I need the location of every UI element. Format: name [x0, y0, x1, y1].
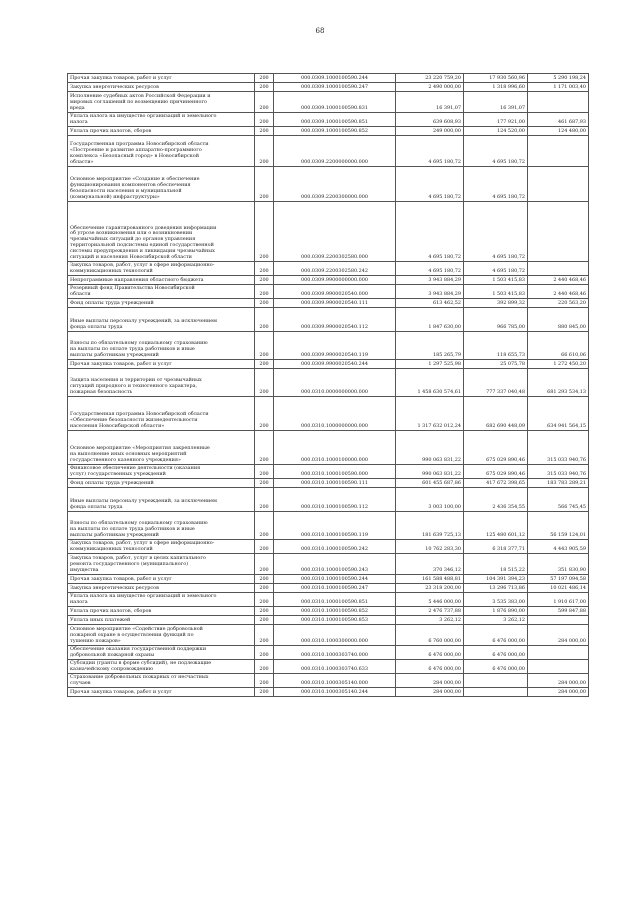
- row-code-cell: 200: [255, 593, 274, 607]
- row-approved-amount-cell: 1 297 525,98: [396, 360, 464, 369]
- row-code-cell: 200: [255, 360, 274, 369]
- row-unexecuted-amount-cell: [528, 136, 589, 167]
- row-classification-code-cell: 000.0310.1000100000.000: [274, 431, 396, 465]
- table-row: [68, 479, 589, 488]
- row-classification-code-cell: 000.0310.1000100590.242: [274, 540, 396, 554]
- table-row: [68, 202, 589, 262]
- row-executed-amount-cell: 6 476 000,00: [464, 660, 528, 674]
- row-unexecuted-amount-cell: 1 910 617,00: [528, 593, 589, 607]
- row-unexecuted-amount-cell: 124 480,00: [528, 127, 589, 136]
- row-executed-amount-cell: 3 535 383,00: [464, 593, 528, 607]
- row-unexecuted-amount-cell: 880 845,00: [528, 308, 589, 332]
- table-row: [68, 127, 589, 136]
- row-classification-code-cell: 000.0310.1000305140.244: [274, 688, 396, 697]
- row-approved-amount-cell: 3 003 100,00: [396, 488, 464, 512]
- row-executed-amount-cell: 1 318 996,60: [464, 83, 528, 92]
- row-code-cell: 200: [255, 74, 274, 83]
- row-approved-amount-cell: 23 318 200,00: [396, 584, 464, 593]
- row-approved-amount-cell: 3 943 884,29: [396, 285, 464, 299]
- row-classification-code-cell: 000.0310.1000100590.247: [274, 584, 396, 593]
- row-approved-amount-cell: 639 608,93: [396, 113, 464, 127]
- row-name-cell: Закупка товаров, работ, услуг в сфере информационно- коммуникационных технологий: [68, 540, 255, 554]
- row-code-cell: 200: [255, 575, 274, 584]
- row-approved-amount-cell: 5 446 000,00: [396, 593, 464, 607]
- row-code-cell: 200: [255, 167, 274, 202]
- row-executed-amount-cell: 118 655,73: [464, 332, 528, 360]
- table-row: [68, 136, 589, 167]
- row-code-cell: 200: [255, 660, 274, 674]
- row-classification-code-cell: 000.0310.1000100590.851: [274, 593, 396, 607]
- row-executed-amount-cell: 1 503 415,83: [464, 276, 528, 285]
- table-row: [68, 584, 589, 593]
- row-executed-amount-cell: 4 695 180,72: [464, 202, 528, 262]
- row-unexecuted-amount-cell: [528, 167, 589, 202]
- row-name-cell: Субсидии (гранты в форме субсидий), не подлежащие казначейскому сопровождению: [68, 660, 255, 674]
- row-executed-amount-cell: 2 436 354,55: [464, 488, 528, 512]
- row-code-cell: 200: [255, 332, 274, 360]
- row-code-cell: 200: [255, 540, 274, 554]
- table-body: [68, 74, 589, 697]
- row-executed-amount-cell: 177 921,00: [464, 113, 528, 127]
- row-approved-amount-cell: 1 317 632 012,24: [396, 397, 464, 431]
- row-classification-code-cell: 000.0309.1000100590.244: [274, 74, 396, 83]
- row-executed-amount-cell: 125 480 601,12: [464, 512, 528, 540]
- row-executed-amount-cell: 1 876 890,00: [464, 607, 528, 616]
- row-approved-amount-cell: 601 455 687,86: [396, 479, 464, 488]
- row-name-cell: Основное мероприятие «Мероприятия закрепленные на выполнение иных основных мероприятий государственного казенного учреждения»: [68, 431, 255, 465]
- row-unexecuted-amount-cell: 220 563,20: [528, 299, 589, 308]
- row-unexecuted-amount-cell: 681 293 534,13: [528, 369, 589, 397]
- row-executed-amount-cell: [464, 688, 528, 697]
- table-row: [68, 83, 589, 92]
- table-row: [68, 625, 589, 646]
- row-code-cell: 200: [255, 397, 274, 431]
- row-unexecuted-amount-cell: [528, 646, 589, 660]
- row-approved-amount-cell: 6 476 000,00: [396, 646, 464, 660]
- table-row: [68, 92, 589, 113]
- row-unexecuted-amount-cell: 284 000,00: [528, 625, 589, 646]
- row-classification-code-cell: 000.0309.1000100590.831: [274, 92, 396, 113]
- row-unexecuted-amount-cell: 566 745,45: [528, 488, 589, 512]
- row-code-cell: 200: [255, 488, 274, 512]
- row-unexecuted-amount-cell: 351 830,90: [528, 554, 589, 575]
- row-unexecuted-amount-cell: [528, 660, 589, 674]
- row-unexecuted-amount-cell: [528, 92, 589, 113]
- row-name-cell: Основное мероприятие «Содействие добровольной пожарной охране в осуществлении функций по тушению пожаров»: [68, 625, 255, 646]
- row-unexecuted-amount-cell: 315 033 940,76: [528, 465, 589, 479]
- row-classification-code-cell: 000.0310.1000100590.853: [274, 616, 396, 625]
- row-classification-code-cell: 000.0310.1000300000.000: [274, 625, 396, 646]
- row-unexecuted-amount-cell: 4 443 905,59: [528, 540, 589, 554]
- table-row: [68, 397, 589, 431]
- row-approved-amount-cell: 181 639 725,13: [396, 512, 464, 540]
- row-name-cell: Непрограммные направления областного бюджета: [68, 276, 255, 285]
- row-executed-amount-cell: 675 029 890,46: [464, 465, 528, 479]
- row-approved-amount-cell: 3 262,12: [396, 616, 464, 625]
- row-code-cell: 200: [255, 616, 274, 625]
- row-executed-amount-cell: 417 672 398,65: [464, 479, 528, 488]
- row-executed-amount-cell: 4 695 180,72: [464, 136, 528, 167]
- row-unexecuted-amount-cell: 284 000,00: [528, 674, 589, 688]
- row-code-cell: 200: [255, 299, 274, 308]
- row-code-cell: 200: [255, 276, 274, 285]
- row-name-cell: Уплата налога на имущество организаций и земельного налога: [68, 113, 255, 127]
- row-executed-amount-cell: 4 695 180,72: [464, 167, 528, 202]
- row-name-cell: Прочая закупка товаров, работ и услуг: [68, 688, 255, 697]
- row-code-cell: 200: [255, 625, 274, 646]
- row-executed-amount-cell: 1 503 415,83: [464, 285, 528, 299]
- row-unexecuted-amount-cell: 315 033 940,76: [528, 431, 589, 465]
- row-name-cell: Прочая закупка товаров, работ и услуг: [68, 360, 255, 369]
- row-approved-amount-cell: 6 476 000,00: [396, 660, 464, 674]
- table-row: [68, 465, 589, 479]
- row-approved-amount-cell: 10 762 283,30: [396, 540, 464, 554]
- row-approved-amount-cell: 249 000,00: [396, 127, 464, 136]
- row-unexecuted-amount-cell: 56 159 124,01: [528, 512, 589, 540]
- row-unexecuted-amount-cell: 1 171 003,40: [528, 83, 589, 92]
- row-code-cell: 200: [255, 465, 274, 479]
- row-code-cell: 200: [255, 369, 274, 397]
- row-classification-code-cell: 000.0310.1000303740.633: [274, 660, 396, 674]
- row-code-cell: 200: [255, 127, 274, 136]
- row-executed-amount-cell: 6 476 000,00: [464, 625, 528, 646]
- table-row: [68, 360, 589, 369]
- row-approved-amount-cell: 16 391,07: [396, 92, 464, 113]
- row-code-cell: 200: [255, 202, 274, 262]
- row-name-cell: Прочая закупка товаров, работ и услуг: [68, 74, 255, 83]
- row-classification-code-cell: 000.0309.9900020540.119: [274, 332, 396, 360]
- row-approved-amount-cell: 161 588 488,81: [396, 575, 464, 584]
- row-executed-amount-cell: 3 262,12: [464, 616, 528, 625]
- row-code-cell: 200: [255, 262, 274, 276]
- budget-execution-table: [67, 73, 589, 697]
- row-name-cell: Обеспечение оказания государственной поддержки добровольной пожарной охраны: [68, 646, 255, 660]
- row-approved-amount-cell: 23 220 759,20: [396, 74, 464, 83]
- row-name-cell: Закупка энергетических ресурсов: [68, 584, 255, 593]
- row-code-cell: 200: [255, 512, 274, 540]
- table-row: [68, 660, 589, 674]
- table-row: [68, 74, 589, 83]
- row-code-cell: 200: [255, 646, 274, 660]
- row-executed-amount-cell: 392 899,32: [464, 299, 528, 308]
- row-executed-amount-cell: 124 520,00: [464, 127, 528, 136]
- row-code-cell: 200: [255, 83, 274, 92]
- table-row: [68, 607, 589, 616]
- table-row: [68, 299, 589, 308]
- row-approved-amount-cell: 990 063 831,22: [396, 431, 464, 465]
- page-number: 68: [315, 27, 325, 35]
- row-approved-amount-cell: 1 847 630,00: [396, 308, 464, 332]
- table-row: [68, 369, 589, 397]
- row-name-cell: Страхование добровольных пожарных от несчастных случаев: [68, 674, 255, 688]
- row-name-cell: Иные выплаты персоналу учреждений, за исключением фонда оплаты труда: [68, 488, 255, 512]
- row-executed-amount-cell: 17 930 560,96: [464, 74, 528, 83]
- row-classification-code-cell: 000.0310.1000100590.119: [274, 512, 396, 540]
- row-approved-amount-cell: 3 943 884,29: [396, 276, 464, 285]
- row-executed-amount-cell: 966 785,00: [464, 308, 528, 332]
- row-executed-amount-cell: 104 391 394,23: [464, 575, 528, 584]
- row-unexecuted-amount-cell: 5 290 198,24: [528, 74, 589, 83]
- row-classification-code-cell: 000.0309.9900000000.000: [274, 276, 396, 285]
- table-row: [68, 167, 589, 202]
- row-executed-amount-cell: 4 695 180,72: [464, 262, 528, 276]
- table-row: [68, 540, 589, 554]
- row-approved-amount-cell: 6 760 000,00: [396, 625, 464, 646]
- row-classification-code-cell: 000.0309.9900020540.000: [274, 285, 396, 299]
- row-code-cell: 200: [255, 688, 274, 697]
- row-code-cell: 200: [255, 584, 274, 593]
- row-code-cell: 200: [255, 113, 274, 127]
- row-name-cell: Уплата прочих налогов, сборов: [68, 127, 255, 136]
- table-row: [68, 431, 589, 465]
- table-row: [68, 262, 589, 276]
- row-name-cell: Государственная программа Новосибирской области «Построение и развитие аппаратно-программного комплекса «Безопасный город» в Новосибирской области»: [68, 136, 255, 167]
- row-classification-code-cell: 000.0310.1000303740.000: [274, 646, 396, 660]
- row-unexecuted-amount-cell: 599 847,88: [528, 607, 589, 616]
- row-code-cell: 200: [255, 136, 274, 167]
- row-classification-code-cell: 000.0310.1000100590.244: [274, 575, 396, 584]
- table-row: [68, 488, 589, 512]
- row-name-cell: Взносы по обязательному социальному страхованию на выплаты по оплате труда работников и иные выплаты работникам учреждений: [68, 512, 255, 540]
- row-code-cell: 200: [255, 554, 274, 575]
- row-classification-code-cell: 000.0309.9900020540.112: [274, 308, 396, 332]
- row-code-cell: 200: [255, 285, 274, 299]
- table-row: [68, 276, 589, 285]
- row-classification-code-cell: 000.0310.1000100590.243: [274, 554, 396, 575]
- table-row: [68, 674, 589, 688]
- row-executed-amount-cell: 6 476 000,00: [464, 646, 528, 660]
- row-classification-code-cell: 000.0310.1000100590.112: [274, 488, 396, 512]
- row-name-cell: Государственная программа Новосибирской области «Обеспечение безопасности жизнедеятельности населения Новосибирской области»: [68, 397, 255, 431]
- row-classification-code-cell: 000.0309.9900020540.111: [274, 299, 396, 308]
- row-classification-code-cell: 000.0309.2200000000.000: [274, 136, 396, 167]
- row-unexecuted-amount-cell: 284 000,00: [528, 688, 589, 697]
- table-row: [68, 332, 589, 360]
- row-executed-amount-cell: 13 296 713,86: [464, 584, 528, 593]
- row-unexecuted-amount-cell: 634 941 564,15: [528, 397, 589, 431]
- row-name-cell: Основное мероприятие «Создание и обеспечение функционирования компонентов обеспечения безопасности населения и муниципальной (коммунальной) инфраструктуры»: [68, 167, 255, 202]
- row-classification-code-cell: 000.0310.1000100590.000: [274, 465, 396, 479]
- row-approved-amount-cell: 2 490 000,00: [396, 83, 464, 92]
- row-code-cell: 200: [255, 92, 274, 113]
- row-code-cell: 200: [255, 674, 274, 688]
- row-approved-amount-cell: 2 476 737,88: [396, 607, 464, 616]
- row-unexecuted-amount-cell: 183 783 289,21: [528, 479, 589, 488]
- row-name-cell: Резервный фонд Правительства Новосибирской области: [68, 285, 255, 299]
- row-name-cell: Защита населения и территории от чрезвычайных ситуаций природного и техногенного характера, пожарная безопасность: [68, 369, 255, 397]
- row-classification-code-cell: 000.0310.1000305140.000: [274, 674, 396, 688]
- row-name-cell: Закупка товаров, работ, услуг в целях капитального ремонта государственного (муниципального) имущества: [68, 554, 255, 575]
- row-approved-amount-cell: 4 695 180,72: [396, 202, 464, 262]
- row-code-cell: 200: [255, 431, 274, 465]
- row-approved-amount-cell: 990 063 831,22: [396, 465, 464, 479]
- row-executed-amount-cell: 18 515,22: [464, 554, 528, 575]
- row-name-cell: Исполнение судебных актов Российской Федерации и мировых соглашений по возмещению причиненного вреда: [68, 92, 255, 113]
- row-name-cell: Уплата налога на имущество организаций и земельного налога: [68, 593, 255, 607]
- row-classification-code-cell: 000.0309.2200302580.242: [274, 262, 396, 276]
- row-name-cell: Взносы по обязательному социальному страхованию на выплаты по оплате труда работников и иные выплаты работникам учреждений: [68, 332, 255, 360]
- row-name-cell: Фонд оплаты труда учреждений: [68, 299, 255, 308]
- table-row: [68, 285, 589, 299]
- table-row: [68, 113, 589, 127]
- row-unexecuted-amount-cell: 66 610,06: [528, 332, 589, 360]
- row-code-cell: 200: [255, 607, 274, 616]
- table-row: [68, 616, 589, 625]
- row-unexecuted-amount-cell: 1 272 450,20: [528, 360, 589, 369]
- table-row: [68, 308, 589, 332]
- row-approved-amount-cell: 4 695 180,72: [396, 167, 464, 202]
- row-approved-amount-cell: 284 000,00: [396, 674, 464, 688]
- row-unexecuted-amount-cell: 2 440 468,46: [528, 276, 589, 285]
- row-executed-amount-cell: 16 391,07: [464, 92, 528, 113]
- row-approved-amount-cell: 613 462,52: [396, 299, 464, 308]
- row-classification-code-cell: 000.0310.1000100590.852: [274, 607, 396, 616]
- row-approved-amount-cell: 284 000,00: [396, 688, 464, 697]
- row-unexecuted-amount-cell: [528, 262, 589, 276]
- row-classification-code-cell: 000.0309.1000100590.852: [274, 127, 396, 136]
- table-row: [68, 575, 589, 584]
- row-classification-code-cell: 000.0309.2200300000.000: [274, 167, 396, 202]
- row-approved-amount-cell: 4 695 180,72: [396, 262, 464, 276]
- row-approved-amount-cell: 4 695 180,72: [396, 136, 464, 167]
- row-classification-code-cell: 000.0309.9900020540.244: [274, 360, 396, 369]
- row-unexecuted-amount-cell: [528, 202, 589, 262]
- row-name-cell: Закупка товаров, работ, услуг в сфере информационно- коммуникационных технологий: [68, 262, 255, 276]
- row-executed-amount-cell: [464, 674, 528, 688]
- row-name-cell: Иные выплаты персоналу учреждений, за исключением фонда оплаты труда: [68, 308, 255, 332]
- row-code-cell: 200: [255, 308, 274, 332]
- table-row: [68, 646, 589, 660]
- row-code-cell: 200: [255, 479, 274, 488]
- row-classification-code-cell: 000.0309.1000100590.247: [274, 83, 396, 92]
- row-unexecuted-amount-cell: 461 687,93: [528, 113, 589, 127]
- row-name-cell: Закупка энергетических ресурсов: [68, 83, 255, 92]
- row-executed-amount-cell: 675 029 890,46: [464, 431, 528, 465]
- row-name-cell: Уплата прочих налогов, сборов: [68, 607, 255, 616]
- row-unexecuted-amount-cell: 10 021 486,14: [528, 584, 589, 593]
- table-row: [68, 554, 589, 575]
- row-classification-code-cell: 000.0310.1000100590.111: [274, 479, 396, 488]
- row-executed-amount-cell: 777 337 040,48: [464, 369, 528, 397]
- row-executed-amount-cell: 25 075,78: [464, 360, 528, 369]
- row-name-cell: Обеспечение гарантированного доведения информации об угрозе возникновения или о возникновении чрезвычайных ситуаций до органов управления территориальной подсистемы единой государственной системы предупреждения и ликвидации чрезвычайных ситуаций и населения Новосибирской области: [68, 202, 255, 262]
- row-classification-code-cell: 000.0310.0000000000.000: [274, 369, 396, 397]
- row-executed-amount-cell: 682 690 448,09: [464, 397, 528, 431]
- row-name-cell: Фонд оплаты труда учреждений: [68, 479, 255, 488]
- row-classification-code-cell: 000.0309.2200302580.000: [274, 202, 396, 262]
- table-row: [68, 512, 589, 540]
- row-name-cell: Финансовое обеспечение деятельности (оказания услуг) государственных учреждений: [68, 465, 255, 479]
- row-approved-amount-cell: 185 265,79: [396, 332, 464, 360]
- row-classification-code-cell: 000.0310.1000000000.000: [274, 397, 396, 431]
- row-name-cell: Прочая закупка товаров, работ и услуг: [68, 575, 255, 584]
- table-row: [68, 593, 589, 607]
- row-unexecuted-amount-cell: 57 197 094,58: [528, 575, 589, 584]
- table-row: [68, 688, 589, 697]
- row-classification-code-cell: 000.0309.1000100590.851: [274, 113, 396, 127]
- row-name-cell: Уплата иных платежей: [68, 616, 255, 625]
- row-unexecuted-amount-cell: 2 440 468,46: [528, 285, 589, 299]
- row-approved-amount-cell: 1 458 630 574,61: [396, 369, 464, 397]
- row-executed-amount-cell: 6 318 377,71: [464, 540, 528, 554]
- row-unexecuted-amount-cell: [528, 616, 589, 625]
- row-approved-amount-cell: 370 346,12: [396, 554, 464, 575]
